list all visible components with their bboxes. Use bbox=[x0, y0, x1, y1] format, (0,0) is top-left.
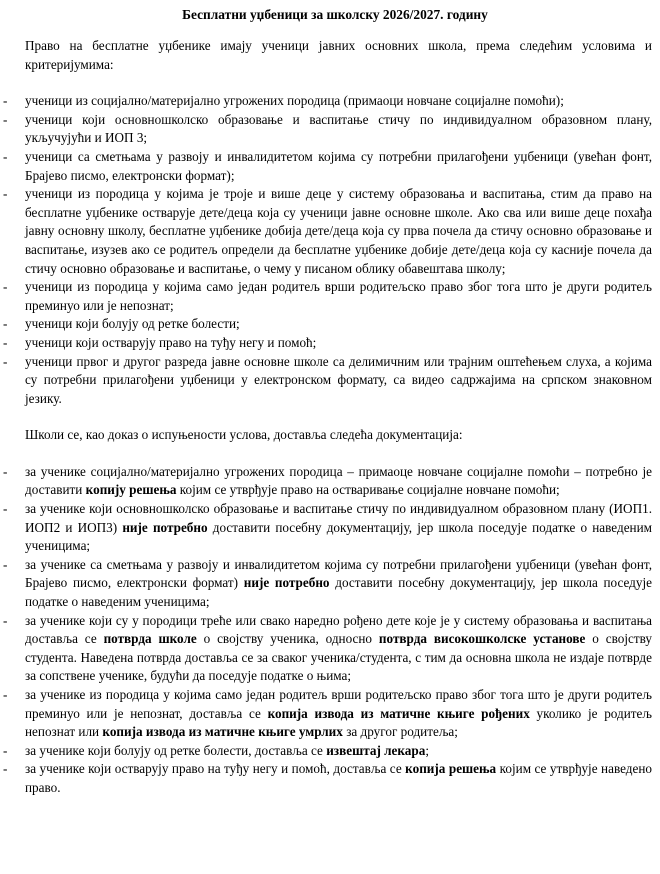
criteria-item-text: ученици првог и другог разреда јавне основне школе са делимичним или трајним оштећењем слуха, а којима су потребни прилагођени уџбеници у електронском формату, са видео садржајима на српском знаковном језику. bbox=[25, 353, 652, 406]
bullet-dash: - bbox=[3, 556, 8, 572]
documentation-list bbox=[0, 463, 660, 798]
documentation-text: доставити посебну документацију, јер школа поседује податке о наведеним ученицима; bbox=[25, 575, 652, 610]
required-document: копија извода из матичне књиге умрлих bbox=[102, 724, 343, 740]
bullet-dash: - bbox=[3, 279, 8, 295]
documentation-text: о својству студента. Наведена потврда доставља се за сваког ученика/студента, с тим да основна школа не издаје потврде за сопствене ученике, будући да поседује податке о њима; bbox=[25, 631, 652, 684]
criteria-item-text: ученици који остварују право на туђу негу и помоћ; bbox=[25, 334, 317, 350]
bullet-dash: - bbox=[3, 761, 8, 777]
required-document: потврда школе bbox=[103, 631, 197, 647]
documentation-text: за ученике из породица у којима само један родитељ врши родитељско право због тога што је други родитељ преминуо или је непознат, доставља се bbox=[25, 687, 652, 721]
bullet-dash: - bbox=[3, 316, 8, 332]
documentation-text: којим се утврђује наведено право. bbox=[25, 761, 653, 795]
criteria-item bbox=[0, 353, 660, 409]
required-document: потврда високошколске установе bbox=[378, 631, 586, 647]
criteria-item-text: ученици који болују од ретке болести; bbox=[25, 316, 240, 332]
documentation-text: уколико је родитељ непознат или bbox=[25, 705, 652, 740]
criteria-item bbox=[0, 92, 660, 111]
bullet-dash: - bbox=[3, 353, 8, 369]
document-title: Бесплатни уџбеници за школску 2026/2027. годину bbox=[182, 7, 488, 22]
required-document: није потребно bbox=[122, 519, 208, 535]
criteria-item bbox=[0, 334, 660, 353]
criteria-item-text: ученици из породица у којима само један родитељ врши родитељско право због тога што је други родитељ преминуо или је непознат; bbox=[25, 279, 652, 313]
documentation-text: за ученике који су у породици треће или свако наредно рођено дете које је у систему образовања и васпитања доставља се bbox=[25, 612, 652, 647]
criteria-item bbox=[0, 148, 660, 185]
documentation-text: за другог родитеља; bbox=[342, 724, 458, 740]
required-document: копија извода из матичне књиге рођених bbox=[267, 705, 530, 721]
bullet-dash: - bbox=[3, 687, 8, 702]
documentation-item bbox=[0, 500, 660, 556]
bullet-dash: - bbox=[3, 501, 8, 517]
required-document: копију решења bbox=[85, 482, 177, 498]
documentation-item bbox=[0, 612, 660, 686]
documentation-text: доставити посебну документацију, јер школа поседује податке о наведеним ученицима; bbox=[25, 519, 653, 554]
documentation-text: за ученике који остварују право на туђу негу и помоћ, доставља се bbox=[25, 761, 406, 777]
bullet-dash: - bbox=[3, 186, 8, 202]
documentation-text: за ученике који болују од ретке болести, доставља се bbox=[25, 742, 327, 758]
bullet-dash: - bbox=[3, 463, 8, 479]
documentation-text: ; bbox=[425, 742, 429, 758]
document-page bbox=[0, 6, 660, 798]
criteria-item bbox=[0, 315, 660, 334]
required-document: извештај лекара bbox=[326, 742, 426, 758]
documentation-item bbox=[0, 742, 660, 761]
criteria-item-text: ученици са сметњама у развоју и инвалидитетом којима су потребни прилагођени уџбеници (увећан фонт, Брајево писмо, електронски формат); bbox=[25, 148, 652, 183]
required-document: није потребно bbox=[243, 575, 330, 591]
criteria-list bbox=[0, 92, 660, 408]
documentation-item bbox=[0, 760, 660, 797]
bullet-dash: - bbox=[3, 334, 8, 350]
bullet-dash: - bbox=[3, 612, 8, 628]
documentation-text: за ученике социјално/материјално угрожених породица – примаоце новчане социјалне помоћи – потребно је доставити bbox=[25, 463, 652, 498]
documentation-item bbox=[0, 686, 660, 742]
documentation-text: за ученике са сметњама у развоју и инвалидитетом којима су потребни прилагођени уџбеници (увећан фонт, Брајево писмо, електронски формат) bbox=[25, 556, 652, 591]
documentation-text: којим се утврђује право на остваривање социјалне новчане помоћи; bbox=[176, 482, 560, 498]
documentation-item bbox=[0, 463, 660, 500]
bullet-dash: - bbox=[3, 742, 8, 758]
criteria-item-text: ученици из социјално/материјално угрожених породица (примаоци новчане социјалне помоћи); bbox=[25, 93, 564, 109]
documentation-text: о својству ученика, односно bbox=[196, 631, 379, 647]
criteria-item-text: ученици из породица у којима је троје и више деце у систему образовања и васпитања, стим да право на бесплатне уџбенике остварује дете/деца која су ученици јавне основне школе. Ако сва или више деце похађа јавну основну школу, бесплатне уџбенике добија дете/деца која су прва почела да стичу основно образовање и васпитање, изузев ако се родитељ определи да бесплатне уџбенике добије дете/деца која су касније почела да стичу основно образовање и васпитање, о чему у писаном облику обавештава школу; bbox=[25, 186, 652, 276]
bullet-dash: - bbox=[3, 111, 8, 127]
bullet-dash: - bbox=[3, 93, 8, 109]
criteria-item-text: ученици који основношколско образовање и васпитање стичу по индивидуалном образовном плану, укључујући и ИОП 3; bbox=[25, 111, 652, 146]
criteria-item bbox=[0, 185, 660, 278]
documentation-item bbox=[0, 556, 660, 612]
documentation-intro: Школи се, као доказ о испуњености услова, доставља следећа документација: bbox=[25, 427, 463, 443]
criteria-item bbox=[0, 111, 660, 148]
intro-paragraph: Право на бесплатне уџбенике имају ученици јавних основних школа, према следећим условима и критеријумима: bbox=[25, 38, 652, 72]
documentation-text: за ученике који основношколско образовање и васпитање стичу по индивидуалном образовном плану (ИОП1. ИОП2 и ИОП3) bbox=[25, 501, 652, 535]
required-document: копија решења bbox=[405, 761, 497, 777]
bullet-dash: - bbox=[3, 148, 8, 164]
criteria-item bbox=[0, 278, 660, 315]
